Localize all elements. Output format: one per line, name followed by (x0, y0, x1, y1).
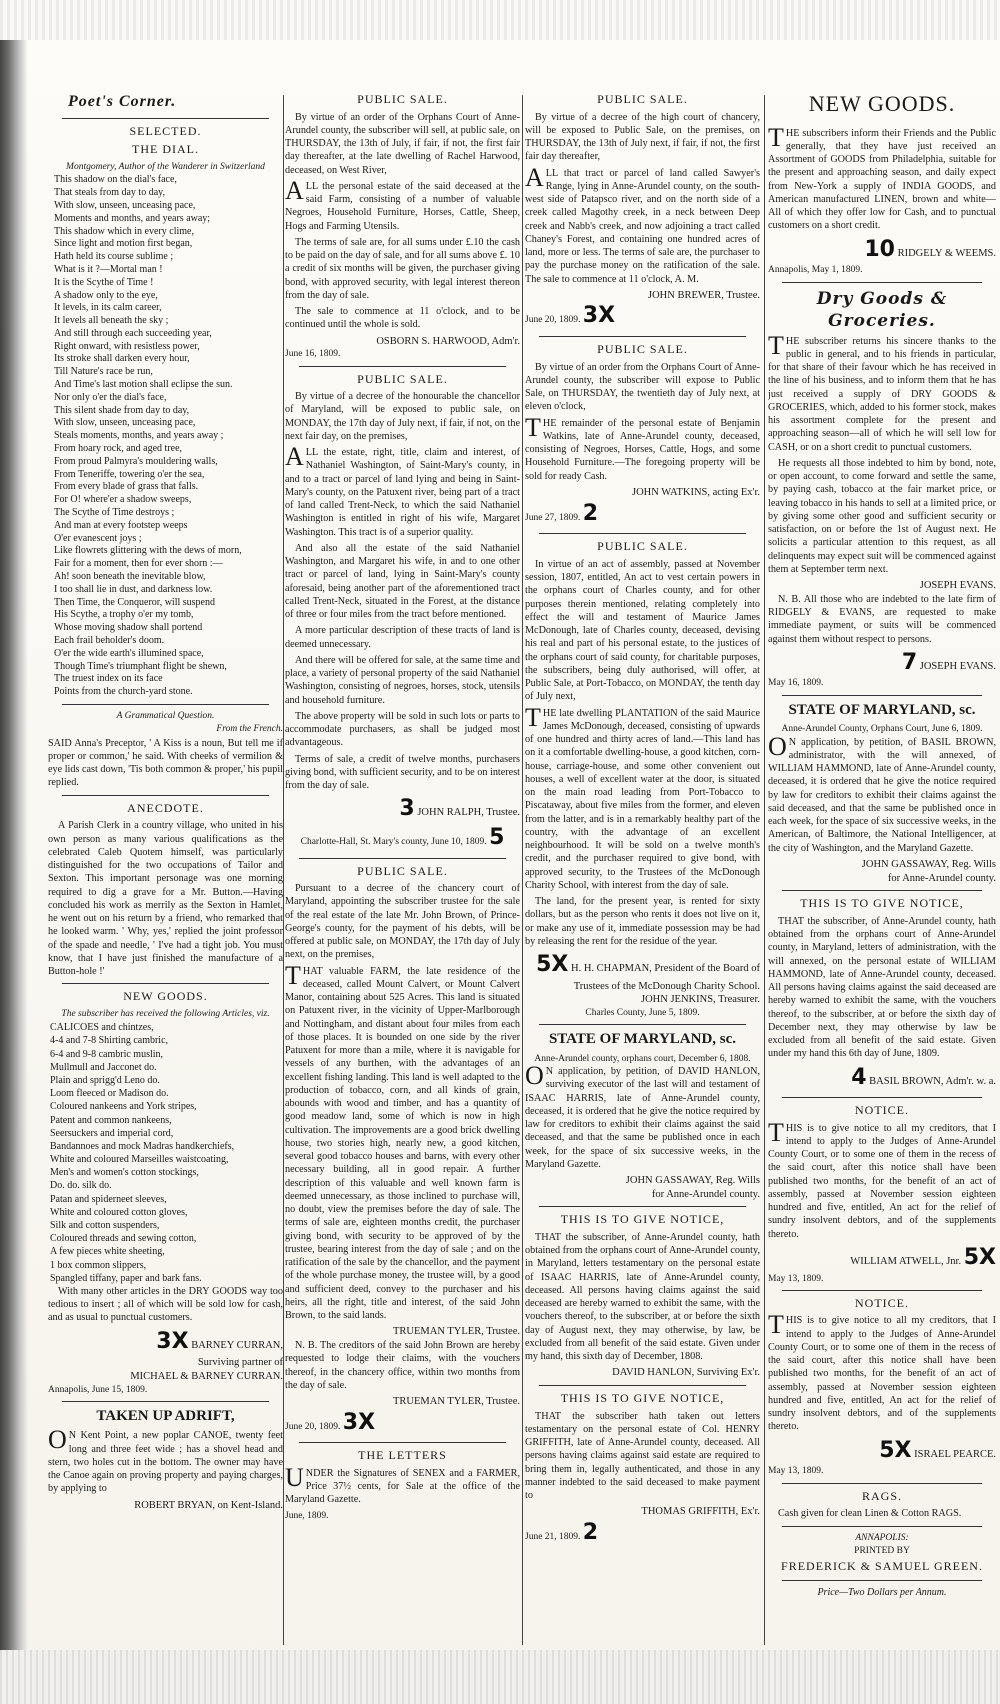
column-2 (285, 90, 520, 1650)
signature: DAVID HANLON, Surviving Ex'r. (612, 1367, 760, 1379)
goods-item: Plain and sprigg'd Leno do. (50, 1074, 160, 1086)
poem-line: Hath held its course sublime ; (54, 251, 174, 263)
signature-firm: MICHAEL & BARNEY CURRAN. (130, 1370, 283, 1382)
poem-line: It levels all beneath the sky ; (54, 315, 169, 327)
handwritten-mark: 3 (399, 796, 415, 822)
new-goods-body: THE subscribers inform their Friends and the Public generally, that they have just received an Assortment of GOODS from Philadelphia, suitable for the present and approaching season, and daily expect from New-York a supply of INDIA GOODS, and American manufactured LINEN, brown and white—All of which they offer low for Cash, and to punctual customers on a short credit. (768, 122, 996, 232)
divider (539, 336, 746, 337)
dry-goods-title: Dry Goods & Groceries. (816, 288, 948, 331)
poem-line: From Teneriffe, towering o'er the sea, (54, 468, 205, 480)
question-source: From the French. (216, 724, 283, 735)
sale-title: PUBLIC SALE. (597, 539, 688, 554)
sale-title: PUBLIC SALE. (357, 92, 448, 106)
notice-body: THAT the subscriber, of Anne-Arundel county, hath obtained from the orphans court of Anne-Arundel county, in Maryland, letters testamentary on the personal estate of ISAAC HARRIS, late of Anne-Arundel county, deceased. All persons having claims against the said deceased are hereby warned to exhibit the same, with the vouchers thereof, to the subscriber, at or before the sixth day of August next, they may otherwise, by law, be excluded from all benefit of the said estate. Given under my hand, this sixth day of December, 1808. (525, 1231, 760, 1363)
divider (782, 1097, 982, 1098)
poem-line: Then Time, the Conqueror, will suspend (54, 596, 215, 608)
sale-body: ALL the personal estate of the said deceased at the said Farm, consisting of a number of valuable Negroes, Household Furniture, Horses, Cattle, Sheep, Hogs and Farming Utensils. (285, 175, 520, 232)
poem-line: Though Time's triumphant flight be shewn, (54, 660, 227, 672)
sale-body: By virtue of an order of the Orphans Court of Anne-Arundel county, the subscriber will sell, at public sale, on THURSDAY, the 13th of July, if fair, if not, the first fair day thereafter, at the late dwelling of Rachel Harwood, deceased, on West River, (285, 111, 520, 176)
ad-date: June 27, 1809. 2 (525, 500, 599, 526)
signature: JOSEPH EVANS. (919, 580, 996, 592)
subscription-price: Price—Two Dollars per Annum. (817, 1586, 947, 1598)
signature: TRUEMAN TYLER, Trustee. (393, 1326, 520, 1338)
divider (539, 1385, 746, 1386)
column-rule (283, 95, 284, 1645)
column-rule (522, 95, 523, 1645)
state-subtitle: Anne-Arundel county, orphans court, December 6, 1808. (534, 1053, 751, 1064)
divider (539, 533, 746, 534)
sale-title: PUBLIC SALE. (357, 371, 448, 386)
new-goods-intro: The subscriber has received the following Articles, viz. (61, 1008, 270, 1019)
goods-item: White and coloured Marseilles waistcoating, (50, 1154, 229, 1166)
divider (299, 366, 506, 367)
notice-body: THAT the subscriber hath taken out letters testamentary on the personal estate of Col. HENRY GRIFFITH, late of Anne-Arundel county, deceased. All persons having claims against said estate are required to bring them in, legally authenticated, and those in any manner indebted to the said deceased to make payment to (525, 1410, 760, 1502)
divider (299, 858, 506, 859)
sale-body: By virtue of an order from the Orphans Court of Anne-Arundel county, the subscriber will expose to Public Sale, on THURSDAY, the twentieth day of July next, at eleven o'clock, (525, 361, 760, 413)
signature: OSBORN S. HARWOOD, Adm'r. (376, 335, 520, 347)
poem-line: That steals from day to day, (54, 187, 165, 199)
poem-line: O'er the wide earth's illumined space, (54, 647, 204, 659)
ad-date: May 16, 1809. (768, 678, 824, 689)
poem-line: With slow, unseen, unceasing pace, (54, 417, 196, 429)
poem-line: Nor only o'er the dial's face, (54, 391, 167, 403)
poem-body (48, 174, 283, 699)
notice-title: THIS IS TO GIVE NOTICE, (800, 896, 964, 911)
state-title: STATE OF MARYLAND, sc. (788, 701, 976, 718)
letters-body: UNDER the Signatures of SENEX and a FARMER, Price 37½ cents, for Sale at the office of the Maryland Gazette. (285, 1462, 520, 1506)
poem-line: Points from the church-yard stone. (54, 686, 193, 698)
dry-goods-body: THE subscriber returns his sincere thanks to the public in general, and to his friends in particular, for that share of their favour which he has received in the line of his business, and to inform them that he has just received a supply of DRY GOODS & GROCERIES, which, added to his former stock, makes his assortment complete for the present and approaching season—all of which he will sell low for CASH, or on a short credit to punctual customers. (768, 330, 996, 453)
signature: JOHN WATKINS, acting Ex'r. (632, 486, 760, 498)
handwritten-mark: 5X (536, 952, 569, 977)
divider (62, 983, 269, 984)
divider (62, 795, 269, 796)
selected-label: SELECTED. (129, 123, 202, 138)
poem-line: The Scythe of Time destroys ; (54, 507, 175, 519)
poem-line: This shadow on the dial's face, (54, 174, 177, 186)
ad-date: May 13, 1809. (768, 1273, 824, 1284)
handwritten-mark: 3X (156, 1328, 189, 1354)
sale-body: The land, for the present year, is rented for sixty dollars, but as the person who rents it does not live on it, or make any use of it, immediate possession may be had by releasing the rent for the residue of the year. (525, 896, 760, 947)
sale-body: THE remainder of the personal estate of Benjamin Watkins, late of Anne-Arundel county, deceased, consisting of Negroes, Horses, Cattle, Hogs, and some Household Furniture.—The foregoing property will be sold for ready Cash. (525, 412, 760, 482)
poem-line: For O! where'er a shadow sweeps, (54, 494, 192, 506)
adrift-body: ON Kent Point, a new poplar CANOE, twenty feet long and three feet wide ; has a shovel head and stern, two holes cut in the bottom. The owner may have the Canoe again on proving property and paying charges, by applying to (48, 1425, 283, 1495)
column-rule (764, 95, 765, 1645)
column-1 (48, 90, 283, 1650)
goods-item: Silk and cotton suspenders, (50, 1220, 160, 1232)
signature: 4 BASIL BROWN, Adm'r. w. a. (851, 1064, 996, 1090)
goods-item: CALICOES and chintzes, (50, 1022, 154, 1034)
ad-date: June, 1809. (285, 1510, 329, 1521)
ad-date: May 13, 1809. (768, 1466, 824, 1477)
handwritten-mark: 7 (901, 649, 918, 675)
signature: for Anne-Arundel county. (651, 1188, 760, 1200)
sale-title: PUBLIC SALE. (357, 863, 448, 878)
goods-item: Patan and spiderneet sleeves, (50, 1193, 167, 1205)
sale-body: Pursuant to a decree of the chancery court of Maryland, appointing the subscriber trustee for the sale of the real estate of the late Mr. John Brown, of Prince-George's county, for the payment of his debts, will be offered at public sale, on MONDAY, the 17th day of July next, on the premises, (285, 883, 520, 961)
divider (782, 695, 982, 696)
signature-line: Surviving partner of (197, 1357, 283, 1369)
ad-date: Annapolis, June 15, 1809. (48, 1384, 148, 1395)
signature: WILLIAM ATWELL, Jnr. 5X (850, 1244, 996, 1270)
ad-place-date: Charlotte-Hall, St. Mary's county, June 10, 1809. 5 (300, 825, 505, 851)
divider (62, 704, 269, 705)
divider (539, 1206, 746, 1207)
sale-body: Terms of sale, a credit of twelve months, purchasers giving bond, with sufficient security, and to be on interest from the day of sale. (285, 753, 520, 792)
goods-item: Coloured threads and sewing cotton, (50, 1233, 197, 1245)
notice-body: THIS is to give notice to all my creditors, that I intend to apply to the Judges of Anne-Arundel County Court, or to some one of them in the recess of the said court, after this notice shall have been published two months, for the benefit of an act of assembly, passed at November session eighteen hundred and five, entitled, An act for the relief of sundry insolvent debtors, and of the supplements thereto. (768, 1117, 996, 1240)
handwritten-mark: 10 (864, 236, 895, 262)
poem-line: From every blade of grass that falls. (54, 481, 199, 493)
goods-item: Bandannoes and mock Madras handkerchiefs, (50, 1140, 235, 1152)
new-goods-headline: NEW GOODS. (808, 91, 956, 116)
goods-item: Coloured nankeens and York stripes, (50, 1101, 197, 1113)
handwritten-mark: 5X (879, 1437, 912, 1463)
letters-title: THE LETTERS (358, 1448, 447, 1463)
goods-item: A few pieces white sheeting, (50, 1246, 165, 1258)
poem-line: His Scythe, a trophy o'er my tomb, (54, 609, 194, 621)
signature: 3 JOHN RALPH, Trustee. (399, 796, 520, 822)
poem-line: Ah! soon beneath the inevitable blow, (54, 571, 206, 583)
poem-line: Till Nature's race be run, (54, 366, 153, 378)
goods-item: Spangled tiffany, paper and bark fans. (50, 1272, 202, 1284)
poem-line: It levels, in its calm career, (54, 302, 162, 314)
signature: JOHN GASSAWAY, Reg. Wills (625, 1175, 760, 1187)
handwritten-mark: 3X (342, 1409, 376, 1435)
poem-line: Its stroke shall darken every hour, (54, 353, 190, 365)
rags-body: Cash given for clean Linen & Cotton RAGS. (778, 1508, 962, 1520)
sale-body: And there will be offered for sale, at the same time and place, a variety of personal property of the said Nathaniel Washington, consisting of negroes, horses, stock, utensils and household furniture. (285, 654, 520, 706)
sale-body: THE late dwelling PLANTATION of the said Maurice James McDonough, deceased, consisting of upwards of one hundred and thirty acres of land.—This land has on it a comfortable dwelling-house, a good kitchen, corn-house, carriage-house, and some other convenient out houses, a well of excellent water at the door, is situated on the main road leading from Port-Tobacco to Piscataway, about five miles from the former, and eleven from the latter, and is in a remarkably healthy part of the country, with the advantage of an excellent neighbourhood. It will be sold on a twelve month's credit, and the purchaser required to give bond, with approved security, to the Trustees of the McDonough Charity School, with interest from the day of sale. (525, 702, 760, 891)
poets-corner-header: Poet's Corner. (68, 93, 177, 110)
notice-title: NOTICE. (855, 1103, 909, 1118)
poem-line: The truest index on its face (54, 673, 163, 685)
notice-body: THAT the subscriber, of Anne-Arundel county, hath obtained from the orphans court of Anne-Arundel county, in Maryland, letters of administration, with the will annexed, on the personal estate of WILLIAM HAMMOND, late of Anne-Arundel county, deceased. All persons having claims against the said deceased are hereby warned to exhibit the same, with the vouchers thereof, to the subscriber, at or before the sixth day of December next, they may otherwise by law be excluded from all benefit of the said estate. Given under my hand this 6th day of June, 1809. (768, 915, 996, 1060)
poem-author: Montgomery, Author of the Wanderer in Switzerland (66, 161, 265, 172)
sale-nb: N. B. The creditors of the said John Brown are hereby requested to lodge their claims, with the vouchers thereof, in the chancery office, within two months from the day of sale. (285, 1340, 520, 1391)
poem-line: And Time's last motion shall eclipse the sun. (54, 379, 233, 391)
notice-title: THIS IS TO GIVE NOTICE, (560, 1212, 725, 1227)
sale-body: THAT valuable FARM, the late residence of the deceased, called Mount Calvert, or Mount Calvert Manor, containing about 525 Acres. This land is situated on Patuxent river, in the vicinity of Upper-Marlborough and Nottingham, and distant about four miles from each of those places. It is bounded on one side by the river Patuxent for more than a mile, where it is navigable for vessels of any burthen, with the advantages of an excellent fishing landing. This land is well adapted to the production of tobacco, corn, and all kinds of grain, abounds with wood and timber, and has a quantity of good meadow land, some of which is now in high cultivation. The improvements are a good brick dwelling house, two stories high, nearly new, a good kitchen, several good tobacco houses and barns, with every other necessary building, all in good repair. A further description of this valuable and well known farm is deemed unnecessary, as those inclined to purchase will, no doubt, view the premises before the day of sale. The terms of sale are, eighteen months credit, the purchaser giving bond, with security to be approved of by the trustee, bearing interest from the day of sale ; and on the ratification of the sale by the chancellor, and the payment of the whole purchase money, the trustee will, by a good and sufficient deed, convey to the purchaser and his heirs, all the right, title and interest, of the said John Brown, to the said lands. (285, 960, 520, 1322)
poem-line: Each frail beholder's doom. (54, 635, 165, 647)
handwritten-mark: 5 (489, 825, 505, 851)
divider (782, 1580, 982, 1581)
goods-item: White and coloured cotton gloves, (50, 1206, 188, 1218)
imprint-place: ANNAPOLIS: (855, 1532, 909, 1543)
scan-bottom-edge (0, 1650, 1000, 1704)
sale-body: The terms of sale are, for all sums under £.10 the cash to be paid on the day of sale, and for all sums above £. 10 a credit of six months will be given, the purchaser giving bond, with approved security, with legal interest thereon from the day of sale. (285, 236, 520, 301)
poem-line: With slow, unseen, unceasing pace, (54, 199, 196, 211)
sale-body: By virtue of a decree of the honourable the chancellor of Maryland, will be exposed to public sale, on MONDAY, the 17th day of July next, if fair, if not, on the next fair day, on the premises, (285, 391, 520, 442)
sale-title: PUBLIC SALE. (597, 342, 688, 357)
column-4 (768, 90, 996, 1650)
divider (782, 1290, 982, 1291)
goods-item: Loom fleeced or Madison do. (50, 1088, 169, 1100)
dry-goods-body: He requests all those indebted to him by bond, note, or open account, to come forward and settle the same, by paying cash, tobacco at the fair market price, or leaving tobacco in his hands to sell at a limited price, or by giving some other good and sufficient security or satisfaction, on or before the 1st of August next. He solicits a particular attention to this request, as all delinquents may expect suit will be commenced against them at September term next. (768, 457, 996, 575)
state-body: ON application, by petition, of BASIL BROWN, administrator, with the will annexed, of WILLIAM HAMMOND, late of Anne-Arundel county, deceased, it is ordered that he give the notice required by law for creditors to exhibit their claims against the said deceased, and that the same be published once in each week, for the space of six successive weeks, in the American, of Baltimore, the National Intelligencer, at the city of Washington, and the Maryland Gazette. (768, 731, 996, 854)
signature: JOHN GASSAWAY, Reg. Wills (861, 858, 996, 870)
sale-body: A more particular description of these tracts of land is deemed unnecessary. (285, 625, 520, 650)
poem-line: Steals moments, months, and years away ; (54, 430, 224, 442)
divider (782, 890, 982, 891)
sale-body: The above property will be sold in such lots or parts to accommodate purchasers, as shall be judged most advantageous. (285, 710, 520, 749)
sale-title: PUBLIC SALE. (597, 92, 688, 106)
question-body: SAID Anna's Preceptor, ' A Kiss is a noun, But tell me if proper or common,' he said. With cheeks of vermilion & eye lids cast down, 'Tis both common & proper,' his pupil replied. (48, 737, 283, 789)
sale-body: ALL that tract or parcel of land called Sawyer's Range, lying in Anne-Arundel county, on the south-west side of Patapsco river, and on the north side of a creek called Magothy creek, in a neck between Deep creek and Nabb's creek, and now adjoining a tract called Chaney's Forest, and containing one hundred acres of land, more or less. The terms of sale are, the purchaser to pay the purchase money on the ratification of the sale. The sale to commence at 11 o'clock, A. M. (525, 162, 760, 285)
poem-line: This silent shade from day to day, (54, 404, 190, 416)
new-goods-title: NEW GOODS. (123, 989, 208, 1004)
poem-line: From hoary rock, and aged tree, (54, 443, 183, 455)
notice-title: NOTICE. (855, 1295, 909, 1310)
goods-item: Mullmull and Jacconet do. (50, 1061, 157, 1073)
poem-title: THE DIAL. (132, 142, 199, 157)
goods-item: 1 box common slippers, (50, 1259, 147, 1271)
handwritten-mark: 2 (582, 500, 599, 526)
sale-body: ALL the estate, right, title, claim and interest, of Nathaniel Washington, of Saint-Mary's county, in and to a tract or parcel of land lying and being in Saint-Mary's county, on the Patuxent river, being part of a tract of land called Trent-Neck, to which the said Nathaniel Washington is entitled in right of his wife, Margaret Washington. This tract is of a superior quality. (285, 442, 520, 538)
goods-item: Men's and women's cotton stockings, (50, 1167, 199, 1179)
poem-line: This shadow which in every clime, (54, 225, 194, 237)
adrift-signature: ROBERT BRYAN, on Kent-Island. (134, 1499, 283, 1511)
imprint-by: PRINTED BY (854, 1545, 910, 1556)
poem-line: A shadow only to the eye, (54, 289, 158, 301)
signature: 7 JOSEPH EVANS. (901, 649, 996, 675)
poem-line: From proud Palmyra's mouldering walls, (54, 455, 218, 467)
poem-line: Like flowrets glittering with the dews of morn, (54, 545, 242, 557)
poem-line: Moments and months, and years away; (54, 212, 211, 224)
rags-title: RAGS. (861, 1488, 902, 1503)
ad-date: June 21, 1809. 2 (525, 1520, 599, 1546)
scan-top-edge (0, 0, 1000, 40)
poem-line: And still through each succeeding year, (54, 327, 212, 339)
sale-body: In virtue of an act of assembly, passed at November session, 1807, entitled, An act to vest certain powers in the orphans court of Charles county, and for other purposes therein mentioned, relating completely into effect the will and testament of Maurice James McDonough, late of Charles county, deceased, devising his real and part of his personal estate, to the justices of the orphans court of said county, for charitable purposes, the subscribers, being duly authorised, will offer, at Public Sale, at Port-Tobacco, on MONDAY, the tenth day of July next, (525, 558, 760, 703)
ad-date: June 16, 1809. (285, 349, 341, 360)
signature: TRUEMAN TYLER, Trustee. (393, 1396, 520, 1408)
goods-item: 4-4 and 7-8 Shirting cambric, (50, 1035, 169, 1047)
divider (62, 1401, 269, 1402)
poem-line: O'er evanescent joys ; (54, 532, 142, 544)
signature: JOHN BREWER, Trustee. (647, 289, 760, 301)
anecdote-title: ANECDOTE. (127, 800, 204, 815)
handwritten-mark: 5X (963, 1244, 996, 1270)
goods-item: Seersuckers and imperial cord, (50, 1127, 174, 1139)
signature: 3X BARNEY CURRAN, (156, 1328, 283, 1354)
sale-body: By virtue of a decree of the high court of chancery, will be exposed to Public Sale, on the premises, on THURSDAY, the 13th of July next, if fair, if not, the first fair day thereafter, (525, 111, 760, 163)
dry-goods-nb: N. B. All those who are indebted to the late firm of RIDGELY & EVANS, are requested to make immediate payment, or suits will be commenced against them without respect to persons. (768, 593, 996, 645)
goods-item: Do. do. silk do. (50, 1180, 112, 1192)
poem-line: Since light and motion first began, (54, 238, 193, 250)
ad-date: June 20, 1809. 3X (285, 1409, 376, 1435)
goods-list (48, 1021, 283, 1285)
scan-binding-edge (0, 40, 28, 1650)
divider (782, 282, 982, 283)
handwritten-mark: 4 (851, 1064, 867, 1090)
handwritten-mark: 2 (582, 1520, 599, 1546)
poem-line: Whose moving shadow shall portend (54, 622, 203, 634)
state-subtitle: Anne-Arundel County, Orphans Court, June 6, 1809. (781, 724, 983, 735)
sale-body: The sale to commence at 11 o'clock, and to be continued until the whole is sold. (285, 306, 520, 331)
signature: 10 RIDGELY & WEEMS. (864, 236, 996, 262)
poem-line: What is it ?—Mortal man ! (54, 263, 163, 275)
divider (539, 1024, 746, 1025)
poem-line: And man at every footstep weeps (54, 519, 188, 531)
poem-line: Right onward, with resistless power, (54, 340, 200, 352)
column-3 (525, 90, 760, 1650)
adrift-title: TAKEN UP ADRIFT, (96, 1407, 235, 1424)
imprint-name: FREDERICK & SAMUEL GREEN. (781, 1559, 983, 1574)
goods-item: 6-4 and 9-8 cambric muslin, (50, 1048, 164, 1060)
poem-line: I too shall lie in dust, and darkness low. (54, 583, 213, 595)
ad-date: Annapolis, May 1, 1809. (768, 265, 863, 276)
goods-item: Patent and common nankeens, (50, 1114, 172, 1126)
signature: 5X ISRAEL PEARCE. (879, 1437, 996, 1463)
state-title: STATE OF MARYLAND, sc. (548, 1031, 737, 1048)
ad-date: Charles County, June 5, 1809. (585, 1007, 700, 1018)
poem-line: It is the Scythe of Time ! (54, 276, 154, 288)
sale-body: And also all the estate of the said Nathaniel Washington, and Margaret his wife, in and to one other tract or parcel of land, lying in Saint-Mary's county aforesaid, being another part of the aforementioned tract called Trent-Neck, situated in the Forest, at the distance of three or four miles from the tract before mentioned. (285, 542, 520, 621)
divider (299, 1442, 506, 1443)
state-body: ON application, by petition, of DAVID HANLON, surviving executor of the last will and testament of ISAAC HARRIS, late of Anne-Arundel county, deceased, it is ordered that he give the notice required by law for creditors to exhibit their claims against the said deceased, and that the same be published once in each week, for the space of six successive weeks, in the Maryland Gazette. (525, 1061, 760, 1170)
signature: for Anne-Arundel county. (887, 872, 996, 884)
divider (782, 1483, 982, 1484)
question-title: A Grammatical Question. (116, 711, 215, 721)
divider (782, 1526, 982, 1527)
poem-line: Fair for a moment, then for ever shorn :— (54, 558, 223, 570)
notice-title: THIS IS TO GIVE NOTICE, (560, 1391, 725, 1406)
signature: THOMAS GRIFFITH, Ex'r. (641, 1506, 760, 1518)
anecdote-body: A Parish Clerk in a country village, who united in his own person as many various qualifications as the celebrated Caleb Quotem himself, was particularly distinguished for the two occupations of Tailor and Sexton. This important personage was one morning required to dig a grave for a Mr. Button.—Having concluded his work as merrily as the Sexton in Hamlet, he went out on his return by a friend, who remarked that he looked warm. ' Why, yes,' replied the joint professor of the spade and needle, ' I've had a tight job. You must know, that I have just finished the manufacture of a Button-hole !' (48, 820, 283, 978)
notice-body: THIS is to give notice to all my creditors, that I intend to apply to the Judges of Anne-Arundel County Court, or to some one of them in the recess of the said court, after this notice shall have been published two months, for the benefit of an act of assembly, passed at November session eighteen hundred and five, entitled, An act for the relief of sundry insolvent debtors, and of the supplements thereto. (768, 1310, 996, 1433)
divider (62, 118, 269, 119)
signature: 5X H. H. CHAPMAN, President of the Board of Trustees of the McDonough Charity School. (536, 952, 760, 992)
ad-date: June 20, 1809. 3X (525, 303, 616, 329)
signature: JOHN JENKINS, Treasurer. (640, 994, 760, 1006)
handwritten-mark: 3X (582, 303, 616, 329)
new-goods-outro: With many other articles in the DRY GOODS way too tedious to insert ; all of which will be sold low for cash, and as usual to punctual customers. (48, 1285, 283, 1324)
